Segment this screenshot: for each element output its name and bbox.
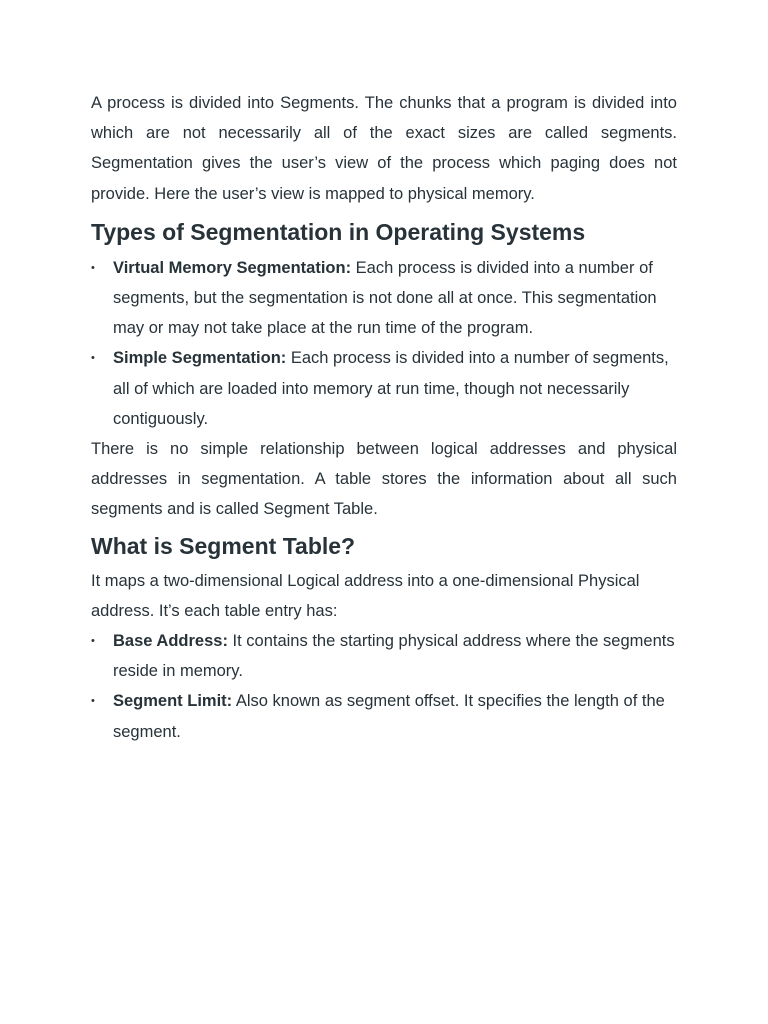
list-item-term: Segment Limit: (113, 692, 233, 711)
list-item-virtual-memory-segmentation (91, 253, 677, 344)
list-item-simple-segmentation (91, 343, 677, 434)
list-item-term: Virtual Memory Segmentation: (113, 258, 352, 277)
bullet-icon: • (91, 695, 95, 708)
list-item-text: Each process is divided into a number of segments, but the segmentation is not done all at once. This segmentation may or may not take place at the run time of the program. (113, 258, 657, 338)
bullet-icon: • (91, 352, 95, 365)
bullet-icon: • (91, 261, 95, 274)
bullet-icon: • (91, 635, 95, 648)
segment-table-entry-list (91, 626, 677, 747)
list-item-text: Also known as segment offset. It specifies the length of the segment. (113, 692, 665, 741)
segment-table-intro-paragraph: It maps a two-dimensional Logical address into a one-dimensional Physical address. It’s each table entry has: (91, 571, 640, 620)
types-of-segmentation-heading: Types of Segmentation in Operating Systems (91, 218, 586, 245)
segmentation-types-list (91, 253, 677, 434)
list-item-term: Simple Segmentation: (113, 349, 287, 368)
intro-paragraph: A process is divided into Segments. The chunks that a program is divided into which are not necessarily all of the exact sizes are called segments. Segmentation gives the user’s view of the process which paging does not provide. Here the user’s view is mapped to physical memory. (91, 94, 677, 203)
list-item-term: Base Address: (113, 632, 228, 651)
list-item-text: It contains the starting physical address where the segments reside in memory. (113, 632, 675, 681)
list-item-base-address (91, 626, 677, 686)
list-item-segment-limit (91, 686, 677, 746)
logical-physical-paragraph: There is no simple relationship between logical addresses and physical addresses in segmentation. A table stores the information about all such segments and is called Segment Table. (91, 440, 677, 519)
list-item-text: Each process is divided into a number of segments, all of which are loaded into memory at run time, though not necessarily contiguously. (113, 349, 669, 428)
what-is-segment-table-heading: What is Segment Table? (91, 532, 356, 559)
